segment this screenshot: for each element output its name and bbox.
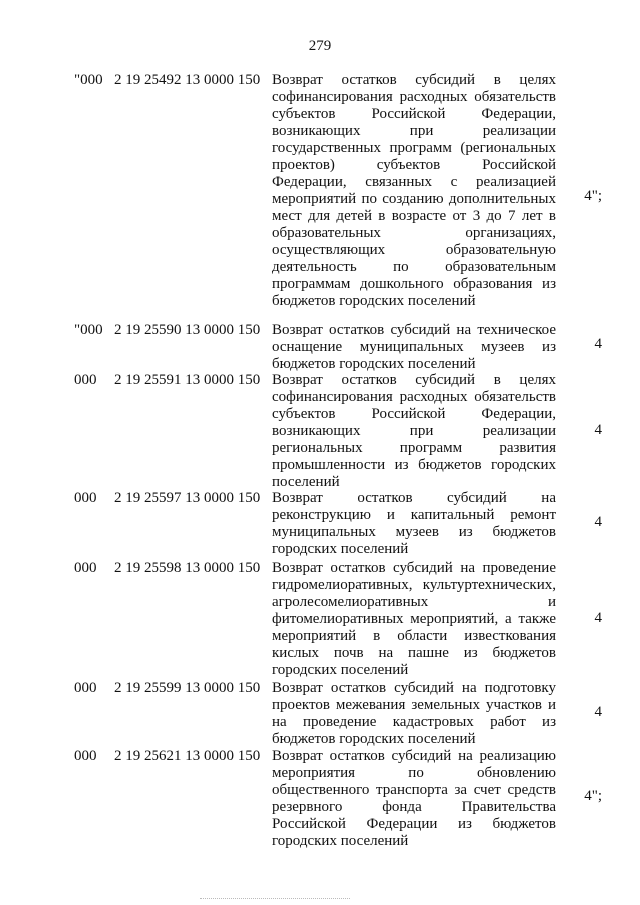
row-classification-code: 2 19 25621 13 0000 150 [114, 748, 261, 764]
row-code-prefix: 000 [74, 748, 97, 764]
row-amount: 4 [594, 514, 602, 530]
row-amount: 4 [594, 422, 602, 438]
row-amount: 4 [594, 610, 602, 626]
page-bottom-edge [200, 898, 350, 899]
row-code-prefix: "000 [74, 322, 103, 338]
row-code-prefix: 000 [74, 372, 97, 388]
row-description: Возврат остатков субсидий на реконструкцию и капитальный ремонт муниципальных музеев из бюджетов городских поселений [272, 490, 556, 557]
row-classification-code: 2 19 25492 13 0000 150 [114, 72, 261, 88]
row-classification-code: 2 19 25598 13 0000 150 [114, 560, 261, 576]
row-code-prefix: "000 [74, 72, 103, 88]
row-code-prefix: 000 [74, 680, 97, 696]
row-description: Возврат остатков субсидий на техническое оснащение муниципальных музеев из бюджетов городских поселений [272, 322, 556, 372]
row-amount: 4"; [584, 188, 602, 204]
row-amount: 4 [594, 704, 602, 720]
row-description: Возврат остатков субсидий на реализацию мероприятия по обновлению общественного транспорта за счет средств резервного фонда Правительства Российской Федерации из бюджетов городских поселений [272, 748, 556, 849]
row-description: Возврат остатков субсидий на проведение гидромелиоративных, культуртехнических, агролесомелиоративных и фитомелиоративных мероприятий, а также мероприятий в области известкования кислых почв на пашне из бюджетов городских поселений [272, 560, 556, 678]
row-amount: 4"; [584, 788, 602, 804]
row-amount: 4 [594, 336, 602, 352]
row-code-prefix: 000 [74, 490, 97, 506]
row-code-prefix: 000 [74, 560, 97, 576]
row-classification-code: 2 19 25597 13 0000 150 [114, 490, 261, 506]
row-classification-code: 2 19 25591 13 0000 150 [114, 372, 261, 388]
row-classification-code: 2 19 25590 13 0000 150 [114, 322, 261, 338]
row-description: Возврат остатков субсидий на подготовку проектов межевания земельных участков и на проведение кадастровых работ из бюджетов городских поселений [272, 680, 556, 747]
row-classification-code: 2 19 25599 13 0000 150 [114, 680, 261, 696]
page-number: 279 [308, 38, 332, 54]
row-description: Возврат остатков субсидий в целях софинансирования расходных обязательств субъектов Российской Федерации, возникающих при реализации государственных программ (региональных проектов) субъектов Российской Федерации, связанных с реализацией мероприятий по созданию дополнительных мест для детей в возрасте от 3 до 7 лет в образовательных организациях, осуществляющих образовательную деятельность по образовательным программам дошкольного образования из бюджетов городских поселений [272, 72, 556, 309]
row-description: Возврат остатков субсидий в целях софинансирования расходных обязательств субъектов Российской Федерации, возникающих при реализации региональных программ развития промышленности из бюджетов городских поселений [272, 372, 556, 490]
